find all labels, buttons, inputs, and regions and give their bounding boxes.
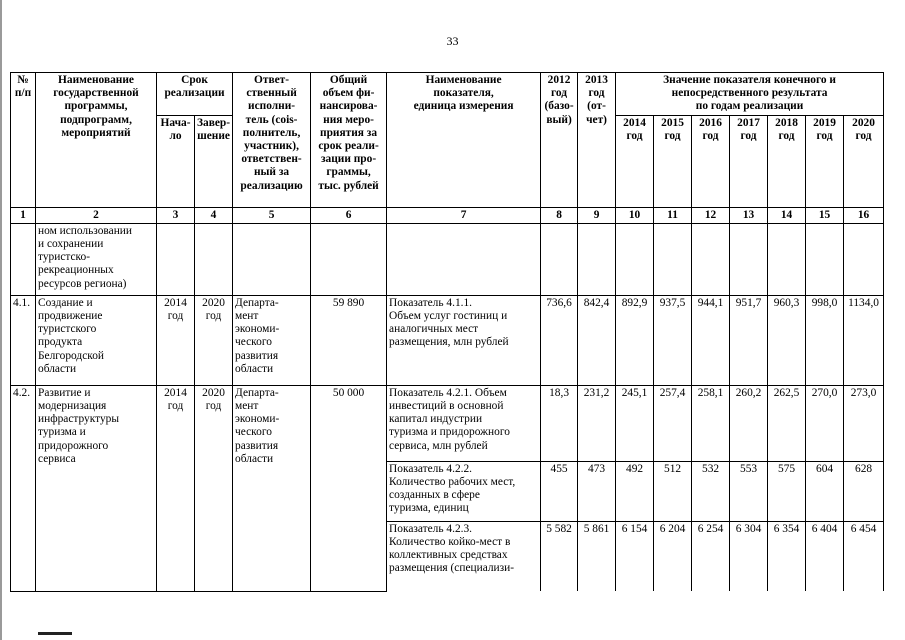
page-number: 33 (446, 34, 459, 48)
indicator-name: Показатель 4.1.1. Объем услуг гостиниц и аналогичных мест размещения, млн рублей (387, 295, 541, 385)
value-2020: 273,0 (844, 385, 884, 461)
col-number: 14 (768, 207, 806, 223)
header-funding: Общий объем фи- нансирова- ния меро- приятия за срок реали- зации про- граммы, тыс. рублей (311, 73, 387, 208)
header-year-2014: 2014 год (616, 115, 654, 207)
col-number: 15 (806, 207, 844, 223)
measure-name: Создание и продвижение туристского продукта Белгородской области (36, 295, 157, 385)
value-2012: 18,3 (541, 385, 578, 461)
value-2015: 257,4 (654, 385, 692, 461)
value-2018: 960,3 (768, 295, 806, 385)
value-2012: 736,6 (541, 295, 578, 385)
value-2016: 258,1 (692, 385, 730, 461)
value-2014: 892,9 (616, 295, 654, 385)
column-number-row (11, 207, 884, 223)
continuation-text: ном использовании и сохранении туристско- рекреационных ресурсов региона) (36, 223, 157, 295)
header-year-2019: 2019 год (806, 115, 844, 207)
term-end: 2020 год (195, 295, 233, 385)
value-2019: 604 (806, 461, 844, 521)
header-term-start: Нача- ло (157, 115, 195, 207)
indicator-name: Показатель 4.2.1. Объем инвестиций в основной капитал индустрии туризма и придорожного сервиса, млн рублей (387, 385, 541, 461)
col-number: 7 (387, 207, 541, 223)
value-2015: 937,5 (654, 295, 692, 385)
header-name: Наименование государственной программы, подпрограмм, мероприятий (36, 73, 157, 208)
table-row (11, 385, 884, 461)
header-term: Срок реализации (157, 73, 233, 116)
funding-amount: 59 890 (311, 295, 387, 385)
page-mark (38, 632, 72, 635)
indicator-name: Показатель 4.2.2. Количество рабочих мест, созданных в сфере туризма, единиц (387, 461, 541, 521)
header-year-2018: 2018 год (768, 115, 806, 207)
value-2013: 231,2 (578, 385, 616, 461)
program-table (10, 72, 884, 592)
col-number: 1 (11, 207, 36, 223)
value-2018: 262,5 (768, 385, 806, 461)
value-2019: 998,0 (806, 295, 844, 385)
value-2017: 951,7 (730, 295, 768, 385)
term-start: 2014 год (157, 385, 195, 591)
value-2017: 553 (730, 461, 768, 521)
measure-name: Развитие и модернизация инфраструктуры туризма и придорожного сервиса (36, 385, 157, 591)
value-2012: 5 582 (541, 521, 578, 591)
header-2012: 2012 год (базо- вый) (541, 73, 578, 208)
header-year-2017: 2017 год (730, 115, 768, 207)
header-term-end: Завер- шение (195, 115, 233, 207)
row-num: 4.2. (11, 385, 36, 591)
value-2017: 260,2 (730, 385, 768, 461)
header-indicator: Наименование показателя, единица измерения (387, 73, 541, 208)
col-number: 16 (844, 207, 884, 223)
col-number: 13 (730, 207, 768, 223)
header-year-2016: 2016 год (692, 115, 730, 207)
value-2018: 6 354 (768, 521, 806, 591)
header-num: № п/п (11, 73, 36, 208)
value-2015: 512 (654, 461, 692, 521)
continuation-row (11, 223, 884, 295)
page-edge (0, 0, 2, 640)
value-2019: 6 404 (806, 521, 844, 591)
value-2015: 6 204 (654, 521, 692, 591)
indicator-name: Показатель 4.2.3. Количество койко-мест в коллективных средствах размещения (специализи- (387, 521, 541, 591)
value-2019: 270,0 (806, 385, 844, 461)
value-2020: 628 (844, 461, 884, 521)
col-number: 4 (195, 207, 233, 223)
responsible-executor: Департа- мент экономи- ческого развития области (233, 295, 311, 385)
col-number: 8 (541, 207, 578, 223)
header-2013: 2013 год (от- чет) (578, 73, 616, 208)
header-responsible: Ответ- ственный исполни- тель (сois- полнитель, участник), ответствен- ный за реализацию (233, 73, 311, 208)
value-2017: 6 304 (730, 521, 768, 591)
value-2020: 6 454 (844, 521, 884, 591)
value-2014: 245,1 (616, 385, 654, 461)
col-number: 11 (654, 207, 692, 223)
value-2016: 532 (692, 461, 730, 521)
value-2014: 6 154 (616, 521, 654, 591)
col-number: 5 (233, 207, 311, 223)
header-values-group: Значение показателя конечного и непосредственного результата по годам реализации (616, 73, 884, 116)
funding-amount: 50 000 (311, 385, 387, 591)
value-2018: 575 (768, 461, 806, 521)
value-2012: 455 (541, 461, 578, 521)
col-number: 6 (311, 207, 387, 223)
responsible-executor: Департа- мент экономи- ческого развития области (233, 385, 311, 591)
col-number: 2 (36, 207, 157, 223)
term-end: 2020 год (195, 385, 233, 591)
header-year-2015: 2015 год (654, 115, 692, 207)
row-num: 4.1. (11, 295, 36, 385)
col-number: 10 (616, 207, 654, 223)
value-2016: 944,1 (692, 295, 730, 385)
value-2013: 473 (578, 461, 616, 521)
value-2020: 1134,0 (844, 295, 884, 385)
table-row (11, 295, 884, 385)
col-number: 9 (578, 207, 616, 223)
col-number: 3 (157, 207, 195, 223)
header-year-2020: 2020 год (844, 115, 884, 207)
value-2013: 842,4 (578, 295, 616, 385)
value-2014: 492 (616, 461, 654, 521)
col-number: 12 (692, 207, 730, 223)
value-2013: 5 861 (578, 521, 616, 591)
term-start: 2014 год (157, 295, 195, 385)
value-2016: 6 254 (692, 521, 730, 591)
